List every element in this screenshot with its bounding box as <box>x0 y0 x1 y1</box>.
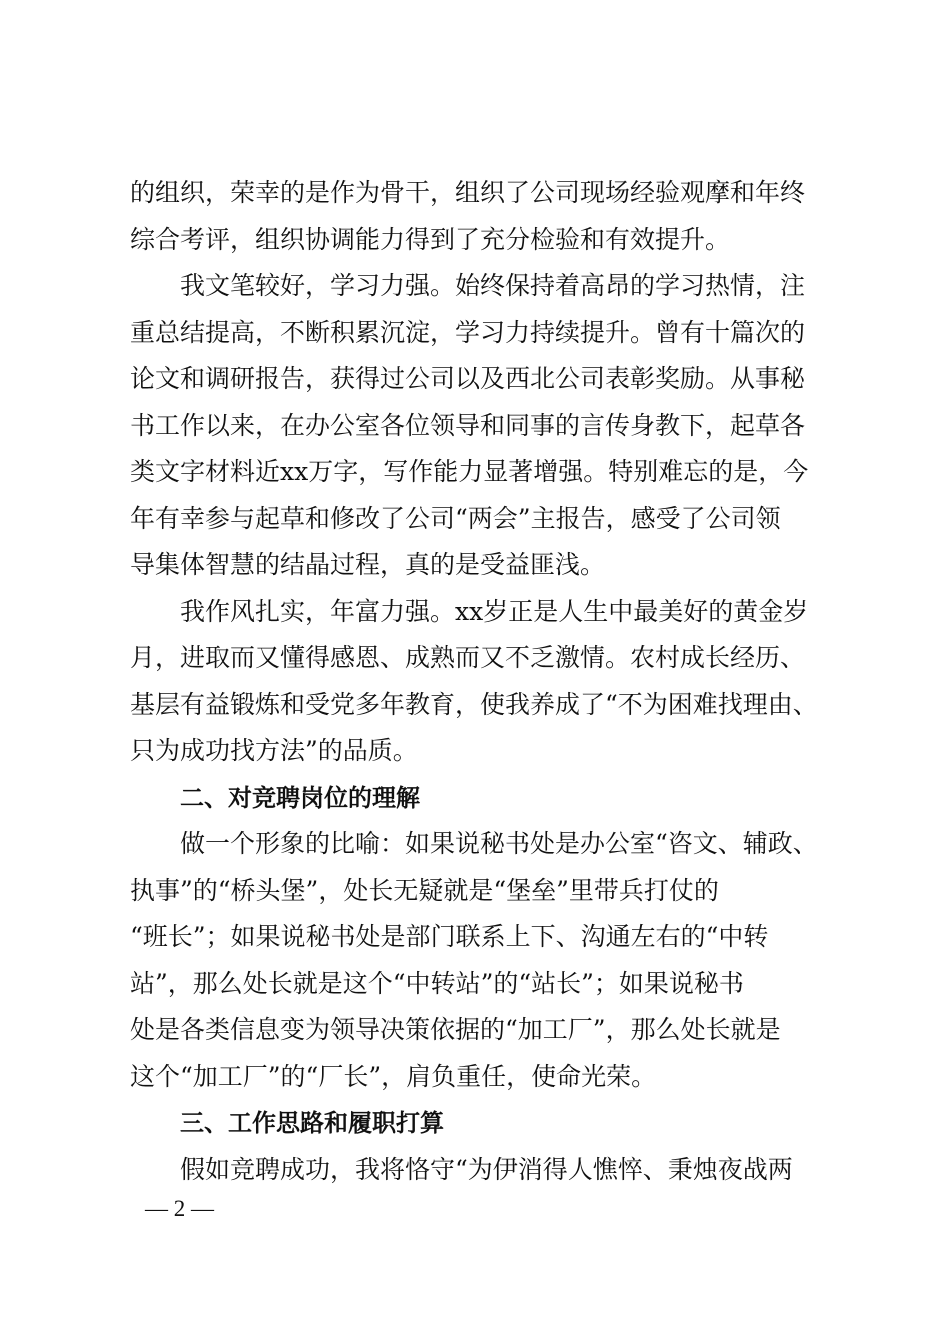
text-line: 导集体智慧的结晶过程，真的是受益匪浅。 <box>130 550 606 579</box>
text-line: 类文字材料近xx万字，写作能力显著增强。特别难忘的是，今 <box>130 457 809 486</box>
document-body <box>130 170 830 1193</box>
text-line: 年有幸参与起草和修改了公司“两会”主报告，感受了公司领 <box>130 503 781 533</box>
text-line: 这个“加工厂”的“厂长”，肩负重任，使命光荣。 <box>130 1061 657 1091</box>
text-line: 处是各类信息变为领导决策依据的“加工厂”，那么处长就是 <box>130 1015 781 1044</box>
paragraph-start: 做一个形象的比喻：如果说秘书处是办公室“咨文、辅政、 <box>180 829 818 858</box>
text-line: 站”，那么处长就是这个“中转站”的“站长”；如果说秘书 <box>130 968 744 998</box>
section-heading: 三、工作思路和履职打算 <box>180 1109 444 1137</box>
text-line: 书工作以来，在办公室各位领导和同事的言传身教下，起草各 <box>130 410 806 440</box>
text-line: 执事”的“桥头堡”，处长无疑就是“堡垒”里带兵打仗的 <box>130 875 719 905</box>
text-line: 重总结提高，不断积累沉淀，学习力持续提升。曾有十篇次的 <box>130 317 806 347</box>
text-line: 论文和调研报告，获得过公司以及西北公司表彰奖励。从事秘 <box>130 364 806 393</box>
paragraph-start: 我文笔较好，学习力强。始终保持着高昂的学习热情，注 <box>180 271 806 300</box>
page-number: — 2 — <box>145 1196 214 1221</box>
text-line: 月，进取而又懂得感恩、成熟而又不乏激情。农村成长经历、 <box>130 643 806 672</box>
paragraph-start: 我作风扎实，年富力强。xx岁正是人生中最美好的黄金岁 <box>180 596 809 626</box>
text-line: 的组织，荣幸的是作为骨干，组织了公司现场经验观摩和年终 <box>130 178 806 207</box>
text-line: “班长”；如果说秘书处是部门联系上下、沟通左右的“中转 <box>130 922 769 951</box>
paragraph-start: 假如竞聘成功，我将恪守“为伊消得人憔悴、秉烛夜战两 <box>180 1154 793 1184</box>
text-line: 综合考评，组织协调能力得到了充分检验和有效提升。 <box>130 224 731 254</box>
section-heading: 二、对竞聘岗位的理解 <box>180 783 420 812</box>
text-line: 基层有益锻炼和受党多年教育，使我养成了“不为困难找理由、 <box>130 689 818 719</box>
text-line: 只为成功找方法”的品质。 <box>130 736 418 765</box>
